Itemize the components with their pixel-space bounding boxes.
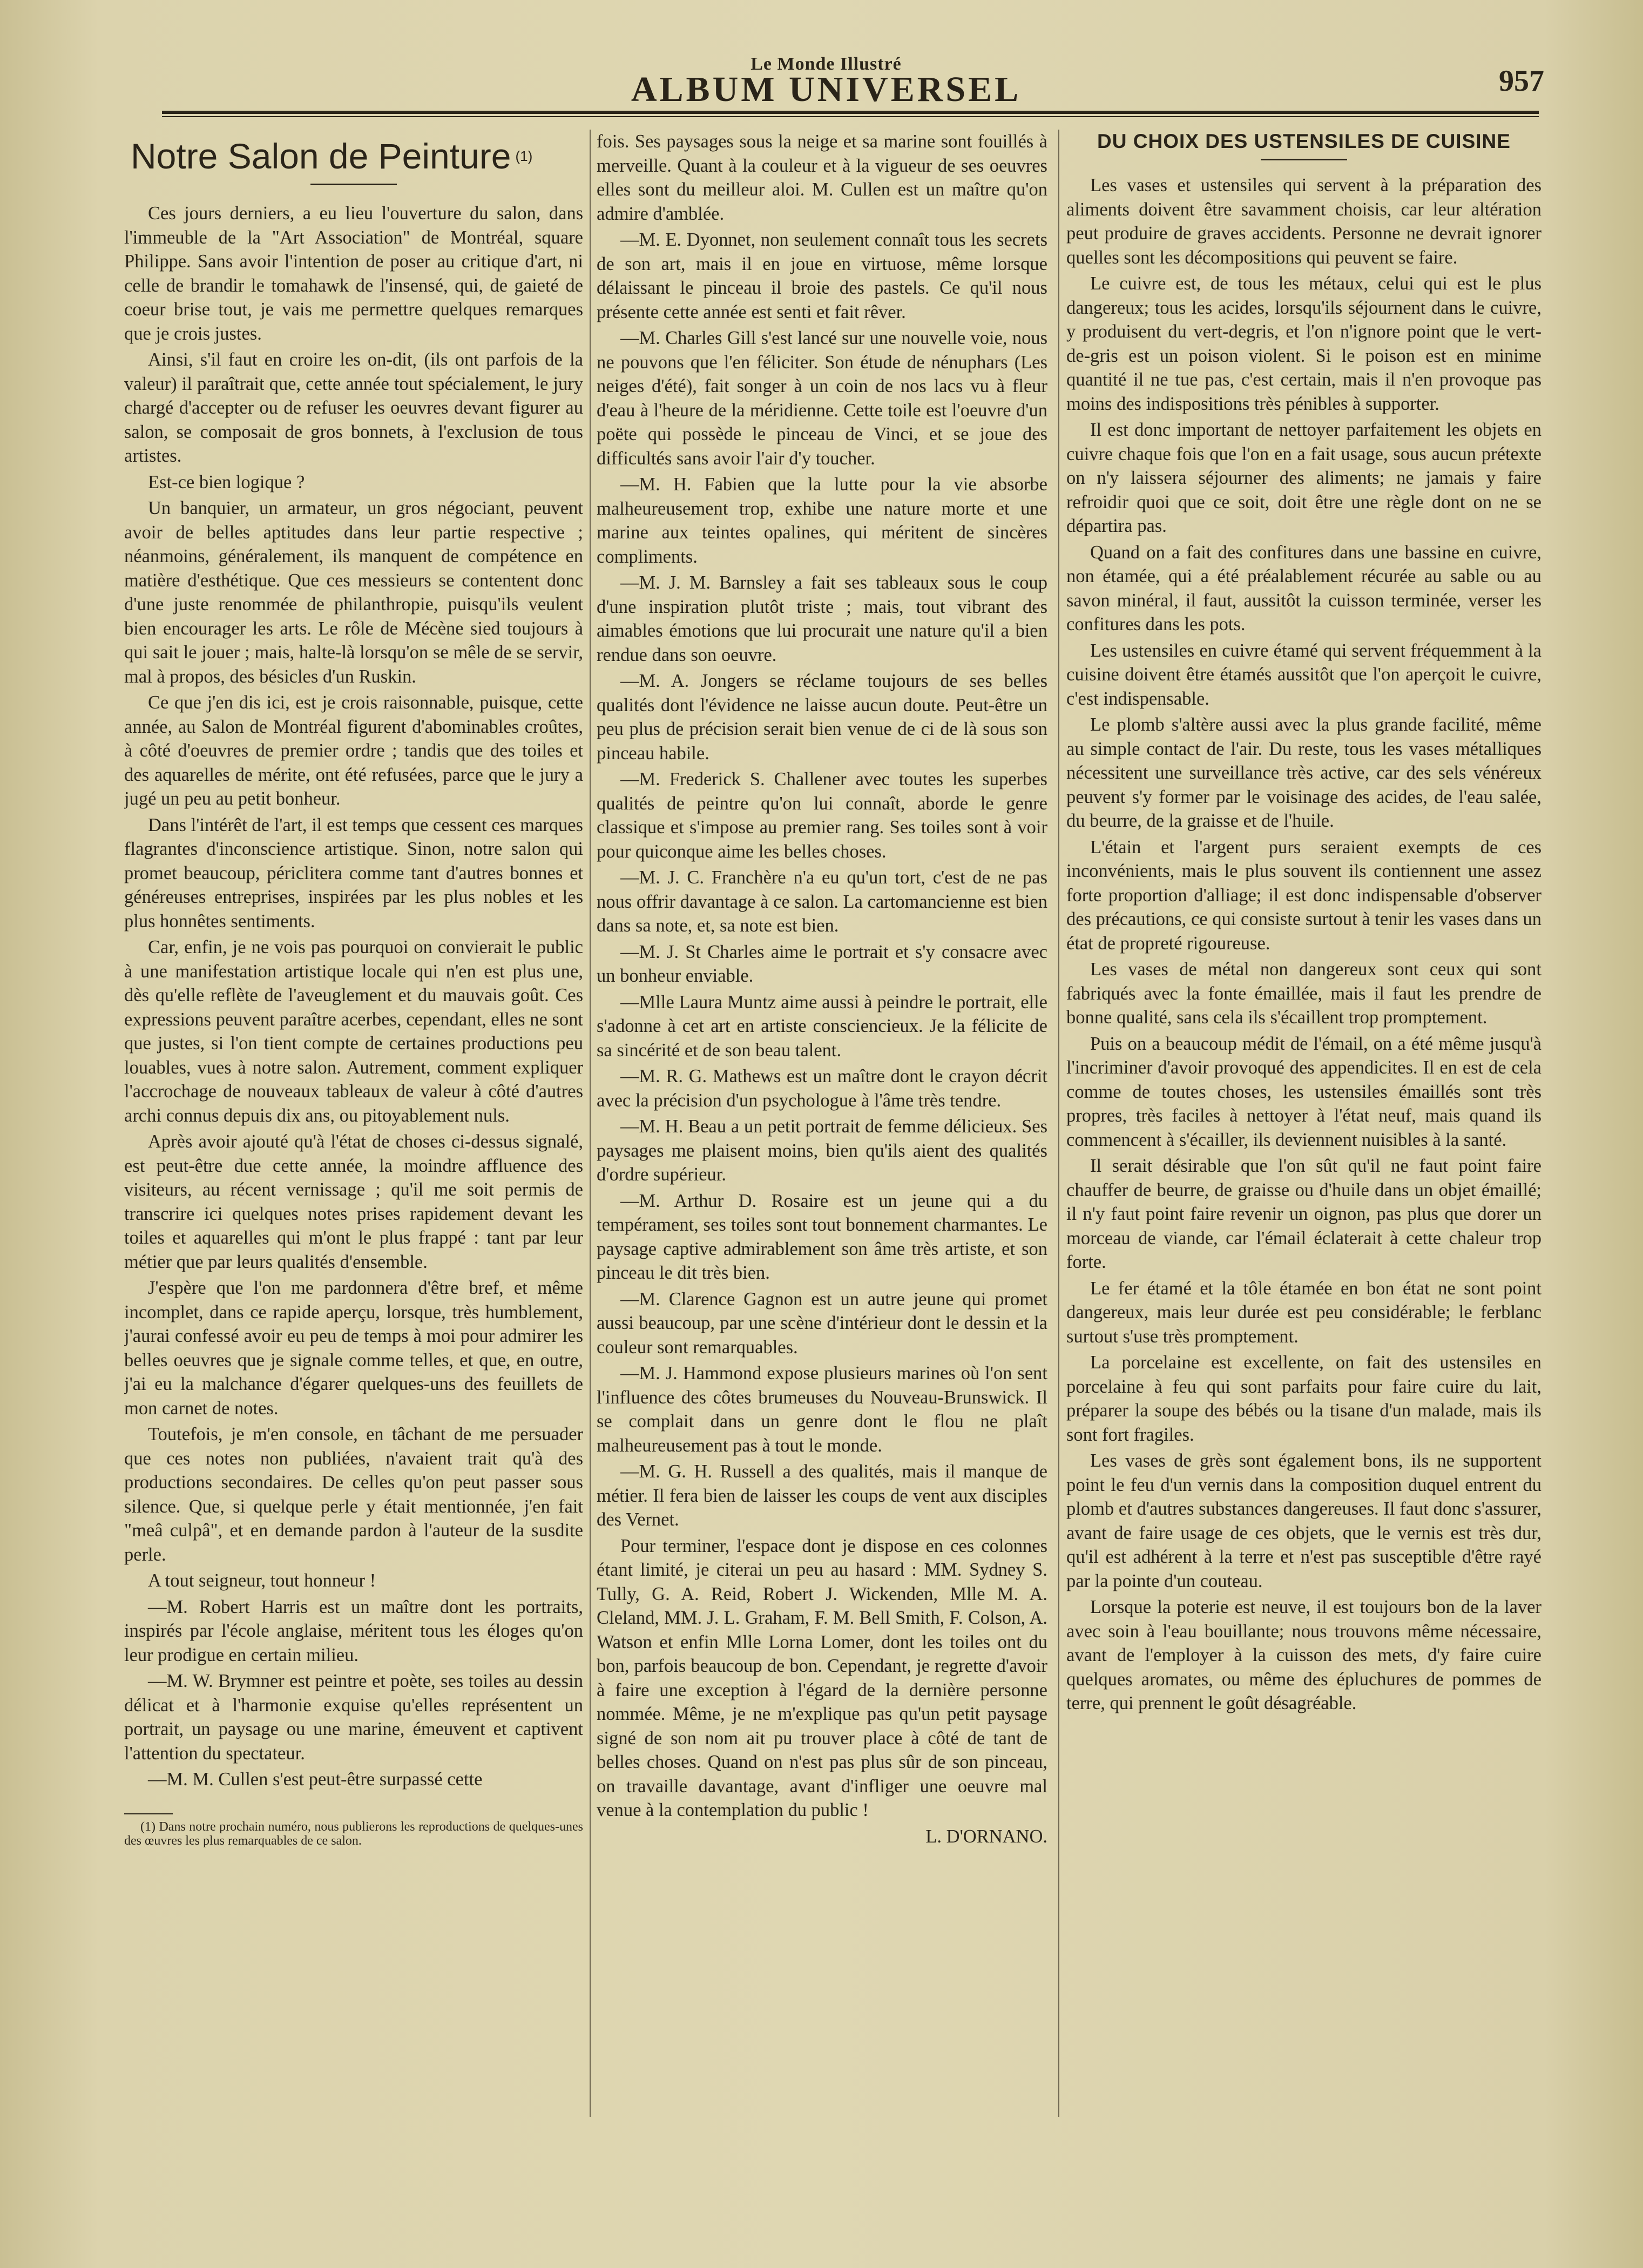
title-rule	[1261, 159, 1347, 160]
paragraph: Il serait désirable que l'on sût qu'il ne faut point faire chauffer de beurre, de graisse ou d'huile dans un objet émaillé; il n'y faut point faire revenir un oignon, pas plus que dorer un morceau de viande, car l'émail éclaterait à cette chaleur trop forte.	[1066, 1156, 1541, 1272]
paragraph: —Mlle Laura Muntz aime aussi à peindre le portrait, elle s'adonne à cet art en artiste consciencieux. Je la félicite de sa sincérité et de son beau talent.	[597, 991, 1047, 1061]
paragraph: —M. R. G. Mathews est un maître dont le crayon décrit avec la précision d'un psychologue à l'âme très tendre.	[597, 1066, 1047, 1111]
footnote-rule	[124, 1813, 173, 1814]
paragraph: —M. Charles Gill s'est lancé sur une nouvelle voie, nous ne pouvons que l'en féliciter. Son étude de nénuphars (Les neiges d'été), fait songer à un coin de nos lacs vu à fleur d'eau à l'heure de la méridienne. Cette toile est l'oeuvre d'un poëte qui possède le pinceau de Vinci, et se joue des difficultés sans avoir l'air d'y toucher.	[597, 328, 1047, 469]
title-footnote-marker: (1)	[515, 148, 533, 164]
paragraph: —M. J. St Charles aime le portrait et s'y consacre avec un bonheur enviable.	[597, 941, 1047, 986]
paragraph: Après avoir ajouté qu'à l'état de choses ci-dessus signalé, est peut-être due cette année, la moindre affluence des visiteurs, au récent vernissage ; qu'il me soit permis de transcrire ici quelques notes prises rapidement devant les toiles et aquarelles qui m'ont le plus frappé : tant par leur métier que par leurs qualités d'ensemble.	[124, 1131, 583, 1272]
paragraph: —M. W. Brymner est peintre et poète, ses toiles au dessin délicat et à l'harmonie exquise qu'elles représentent un portrait, un paysage ou une marine, émeuvent et captivent l'attention du spectateur.	[124, 1671, 583, 1764]
page-number: 957	[1499, 64, 1544, 98]
paragraph: Un banquier, un armateur, un gros négociant, peuvent avoir de belles aptitudes dans leur partie respective ; néanmoins, généralement, ils manquent de compétence en matière d'esthétique. Que ces messieurs se contentent donc d'une juste renommée de philanthropie, puisqu'ils veulent bien encourager les arts. Le rôle de Mécène sied toujours à qui sait le jouer ; mais, halte-là lorsqu'on se mêle de se servir, mal à propos, des bésicles d'un Ruskin.	[124, 498, 583, 687]
paragraph: Les vases de métal non dangereux sont ceux qui sont fabriqués avec la fonte émaillée, mais il faut les prendre de bonne qualité, sans cela ils s'écaillent trop promptement.	[1066, 959, 1541, 1028]
paragraph: Car, enfin, je ne vois pas pourquoi on convierait le public à une manifestation artistique locale qui n'en est plus une, dès qu'elle reflète de l'aveuglement et du mauvais goût. Ces expressions peuvent paraître acerbes, cependant, elles ne sont que justes, si l'on tient compte de certaines productions peu louables, vues à notre salon. Autrement, comment expliquer l'accrochage de nouveaux tableaux de valeur à côté d'autres archi connus depuis dix ans, ou pitoyablement nuls.	[124, 937, 583, 1126]
paragraph: —M. J. M. Barnsley a fait ses tableaux sous le coup d'une inspiration plutôt triste ; mais, tout vibrant des aimables émotions que lui procurait une nature qu'il a bien rendue dans son oeuvre.	[597, 572, 1047, 665]
paragraph: Le cuivre est, de tous les métaux, celui qui est le plus dangereux; tous les acides, lorsqu'ils séjournent dans le cuivre, y produisent du vert-degris, et l'on n'ignore point que le vert-de-gris est un poison violent. Si le poison est en minime quantité il ne tue pas, c'est certain, mais il n'en provoque pas moins des indispositions très pénibles à supporter.	[1066, 273, 1541, 414]
paragraph: —M. J. C. Franchère n'a eu qu'un tort, c'est de ne pas nous offrir davantage à ce salon. La cartomancienne est bien dans sa note, et, sa note est bien.	[597, 867, 1047, 936]
column-divider	[1058, 130, 1059, 2117]
paragraph: Le plomb s'altère aussi avec la plus grande facilité, même au simple contact de l'air. Du reste, tous les vases métalliques nécessitent une surveillance très active, car des sels vénéreux peuvent s'y former par le voisinage des acides, de l'eau salée, du beurre, de la graisse et de l'huile.	[1066, 714, 1541, 831]
paragraph: —M. H. Fabien que la lutte pour la vie absorbe malheureusement trop, exhibe une nature morte et une marine aux teintes opalines, qui méritent de sincères compliments.	[597, 474, 1047, 567]
masthead	[0, 0, 1643, 124]
paragraph: Les vases et ustensiles qui servent à la préparation des aliments doivent être savamment choisis, car leur altération peut produire de graves accidents. Personne ne devrait ignorer quelles sont les décompositions qui peuvent se faire.	[1066, 175, 1541, 268]
paragraph: —M. Frederick S. Challener avec toutes les superbes qualités de peintre qu'on lui connaît, aborde le genre classique et s'impose au premier rang. Ses toiles sont à voir pour quiconque aime les belles choses.	[597, 769, 1047, 862]
footnote: (1) Dans notre prochain numéro, nous publierons les reproductions de quelques-unes des œuvres les plus remarquables de ce salon.	[124, 1819, 583, 1848]
masthead-rule-thick	[162, 111, 1539, 114]
paragraph: —M. J. Hammond expose plusieurs marines où l'on sent l'influence des côtes brumeuses du Nouveau-Brunswick. Il se complait dans un genre dont le flou ne plaît malheureusement pas à tout le monde.	[597, 1363, 1047, 1456]
paragraph: —M. Arthur D. Rosaire est un jeune qui a du tempérament, ses toiles sont tout bonnement charmantes. Le paysage captive admirablement son âme très artiste, et son pinceau le dit très bien.	[597, 1190, 1047, 1283]
paragraph: Pour terminer, l'espace dont je dispose en ces colonnes étant limité, je citerai un peu au hasard : MM. Sydney S. Tully, G. A. Reid, Robert J. Wickenden, Mlle M. A. Cleland, MM. J. L. Graham, F. M. Bell Smith, F. Colson, A. Watson et enfin Mlle Lorna Lomer, dont les toiles ont du bon, parfois beaucoup de bon. Cependant, je regrette d'avoir à faire une exception à l'égard de la dernière personne nommée. Même, je ne m'explique pas qu'un petit paysage signé de son nom ait pu trouver place à côté de tant de belles choses. Quand on n'est pas plus sûr de son pinceau, on travaille davantage, avant d'infliger une oeuvre mal venue à la contemplation du public !	[597, 1535, 1047, 1820]
column-2	[597, 130, 1047, 2128]
paragraph: Lorsque la poterie est neuve, il est toujours bon de la laver avec soin à l'eau bouillante; nous trouvons même nécessaire, avant de l'employer à la cuisson des mets, d'y faire cuire quelques aromates, ou même des épluchures de pommes de terre, qui prennent le goût désagréable.	[1066, 1597, 1541, 1713]
paragraph: Puis on a beaucoup médit de l'émail, on a été même jusqu'à l'incriminer d'avoir provoqué des appendicites. Il en est de cela comme de toutes choses, les ustensiles émaillés sont très propres, très faciles à nettoyer à l'état neuf, mais quand ils commencent à s'écailler, ils deviennent nuisibles à la santé.	[1066, 1033, 1541, 1150]
paragraph: Le fer étamé et la tôle étamée en bon état ne sont point dangereux, mais leur durée est peu considérable; le ferblanc surtout s'use très promptement.	[1066, 1278, 1541, 1347]
masthead-rule-thin	[162, 116, 1539, 117]
paragraph: Dans l'intérêt de l'art, il est temps que cessent ces marques flagrantes d'inconscience artistique. Sinon, notre salon qui promet beaucoup, périclitera comme tant d'autres bonnes et généreuses entreprises, inspirées par les plus nobles et les plus honnêtes sentiments.	[124, 814, 583, 932]
masthead-supertitle: Le Monde Illustré	[750, 54, 902, 74]
column-3	[1066, 130, 1541, 2128]
author-signature: L. D'ORNANO.	[925, 1826, 1047, 1847]
paragraph: —M. E. Dyonnet, non seulement connaît tous les secrets de son art, mais il en joue en virtuose, même lorsque délaissant le pinceau il broie des pastels. Ce qu'il nous présente cette année est senti et fait rêver.	[597, 230, 1047, 322]
paragraph: —M. G. H. Russell a des qualités, mais il manque de métier. Il fera bien de laisser les coups de vent aux disciples des Vernet.	[597, 1461, 1047, 1530]
paragraph: —M. A. Jongers se réclame toujours de ses belles qualités dont l'évidence ne laisse aucun doute. Peut-être un peu plus de précision serait bien venue de ci de là sous son pinceau habile.	[597, 671, 1047, 764]
paragraph: Toutefois, je m'en console, en tâchant de me persuader que ces notes non publiées, n'avaient trait qu'à des productions secondaires. De celles qu'on peut passer sous silence. Que, si quelque perle y était mentionnée, j'en fait "meâ culpâ", et en demande pardon à l'auteur de la susdite perle.	[124, 1424, 583, 1565]
paragraph: Il est donc important de nettoyer parfaitement les objets en cuivre chaque fois que l'on en a fait usage, sous aucun prétexte on n'y laissera séjourner des aliments; ne jamais y faire refroidir quoi que ce soit, doit être une règle dont on ne se départira pas.	[1066, 420, 1541, 536]
paragraph: fois. Ses paysages sous la neige et sa marine sont fouillés à merveille. Quant à la couleur et à la vigueur de ses oeuvres elles sont du meilleur aloi. M. Cullen est un maître qu'on admire d'amblée.	[597, 131, 1047, 224]
paragraph: Ces jours derniers, a eu lieu l'ouverture du salon, dans l'immeuble de la "Art Association" de Montréal, square Philippe. Sans avoir l'intention de poser au critique d'art, ni celle de brandir le tomahawk de l'insensé, qui, de gaieté de coeur brise tout, je vais me permettre quelques remarques que je crois justes.	[124, 203, 583, 344]
paragraph: A tout seigneur, tout honneur !	[148, 1570, 376, 1591]
column-divider	[590, 130, 591, 2117]
paragraph: —M. M. Cullen s'est peut-être surpassé cette	[148, 1769, 483, 1790]
paragraph: —M. H. Beau a un petit portrait de femme délicieux. Ses paysages me plaisent moins, bien qu'ils aient des qualités d'ordre supérieur.	[597, 1116, 1047, 1185]
paragraph: Est-ce bien logique ?	[148, 471, 305, 492]
paragraph: Quand on a fait des confitures dans une bassine en cuivre, non étamée, qui a été préalablement récurée au sable ou au savon minéral, il faut, aussitôt la cuisson terminée, verser les confitures dans les pots.	[1066, 542, 1541, 634]
paragraph: —M. Robert Harris est un maître dont les portraits, inspirés par l'école anglaise, méritent tous les éloges qu'on leur prodigue en certain milieu.	[124, 1596, 583, 1665]
article-title	[131, 136, 583, 176]
article-title-text: Notre Salon de Peinture	[131, 136, 511, 176]
column-1	[124, 130, 583, 2128]
title-rule	[310, 184, 397, 185]
paragraph: L'étain et l'argent purs seraient exempts de ces inconvénients, mais le plus souvent ils contiennent une assez forte proportion d'alliage; il est donc indispensable d'observer des précautions, ce qui consiste surtout à tenir les vases dans un état de propreté rigoureuse.	[1066, 836, 1541, 954]
paragraph: J'espère que l'on me pardonnera d'être bref, et même incomplet, dans ce rapide aperçu, lorsque, très humblement, j'aurai confessé avoir eu peu de temps à moi pour admirer les belles oeuvres que je signale comme telles, et que, en outre, j'ai eu la malchance d'égarer quelques-uns des feuillets de mon carnet de notes.	[124, 1278, 583, 1419]
paragraph: Les vases de grès sont également bons, ils ne supportent point le feu d'un vernis dans la composition duquel entrent du plomb et d'autres substances dangereuses. Il faut donc s'assurer, avant de faire usage de ces objets, que le vernis est très dur, qu'il est adhérent à la terre et n'est pas susceptible d'être rayé par la pointe d'un couteau.	[1066, 1450, 1541, 1591]
paragraph: —M. Clarence Gagnon est un autre jeune qui promet aussi beaucoup, par une scène d'intérieur dont le dessin et la couleur sont remarquables.	[597, 1288, 1047, 1358]
paragraph: Les ustensiles en cuivre étamé qui servent fréquemment à la cuisine doivent être étamés aussitôt que l'on aperçoit le cuivre, c'est indispensable.	[1066, 640, 1541, 709]
paragraph: La porcelaine est excellente, on fait des ustensiles en porcelaine à feu qui sont parfaits pour faire cuire du lait, préparer la soupe des bébés ou la tisane d'un malade, mais ils sont fort fragiles.	[1066, 1352, 1541, 1445]
article-title: DU CHOIX DES USTENSILES DE CUISINE	[1097, 130, 1511, 152]
paragraph: Ainsi, s'il faut en croire les on-dit, (ils ont parfois de la valeur) il paraîtrait que, cette année tout spécialement, le jury chargé d'accepter ou de refuser les oeuvres devant figurer au salon, se composait de gros bonnets, à l'exclusion de tous artistes.	[124, 349, 583, 466]
paragraph: Ce que j'en dis ici, est je crois raisonnable, puisque, cette année, au Salon de Montréal figurent d'abominables croûtes, à côté d'oeuvres de premier ordre ; tandis que des toiles et des aquarelles de mérite, ont été refusées, parce que le jury a jugé un peu au petit bonheur.	[124, 692, 583, 809]
masthead-title: ALBUM UNIVERSEL	[631, 70, 1022, 109]
